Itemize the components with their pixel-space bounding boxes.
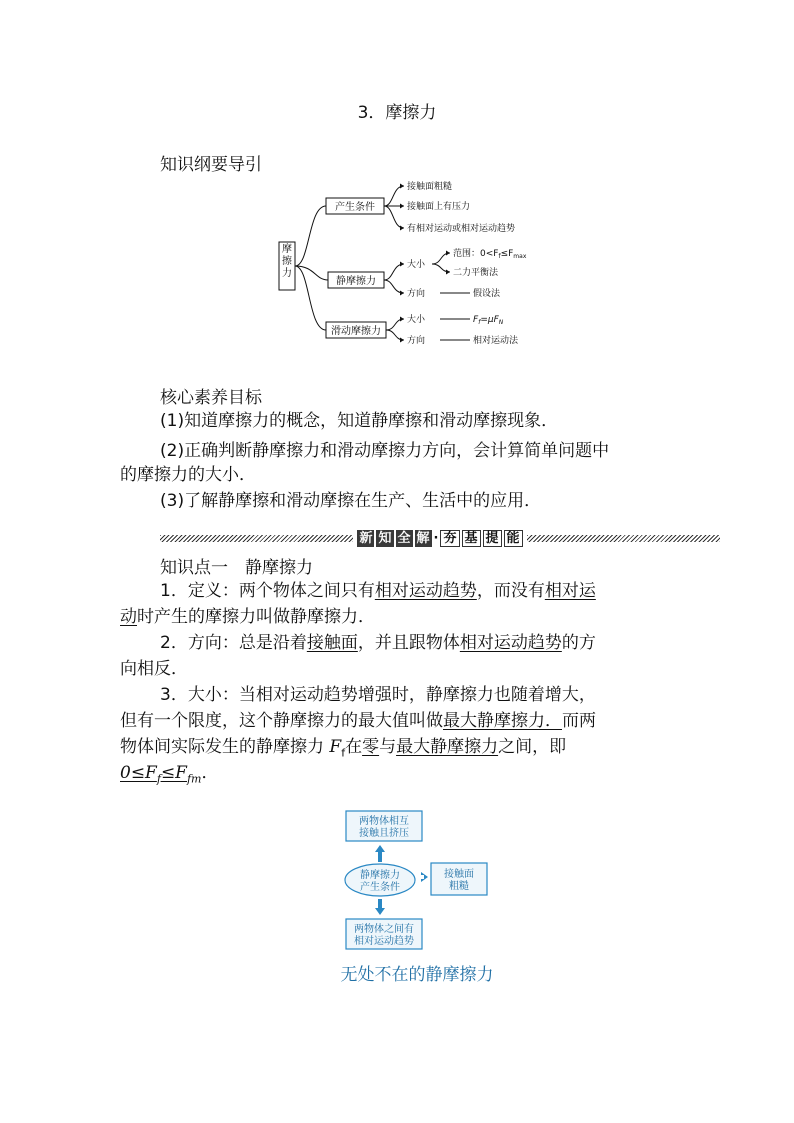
fig-bottom-2: 相对运动趋势	[354, 936, 414, 947]
fig-top-2: 接触且挤压	[359, 828, 409, 839]
fig-center-1: 静摩擦力	[360, 870, 400, 881]
fig-right-1: 接触面	[444, 869, 474, 880]
banner-hatch-right	[527, 535, 720, 542]
fig-center-2: 产生条件	[360, 882, 400, 893]
goals-heading: 核心素养目标	[160, 388, 262, 408]
kp1-definition: 1．定义：两个物体之间只有相对运动趋势，而没有相对运	[160, 581, 596, 601]
branch-condition: 产生条件	[335, 202, 375, 213]
goal-3: (3)了解静摩擦和滑动摩擦在生产、生活中的应用．	[160, 491, 542, 511]
branch-static: 静摩擦力	[336, 276, 376, 287]
root-char: 擦	[282, 256, 292, 267]
page-title: 3．摩擦力	[357, 103, 437, 123]
fig-bottom-1: 两物体之间有	[354, 924, 414, 935]
fig-top-1: 两物体相互	[359, 816, 409, 827]
cond-item: 接触面上有压力	[407, 202, 471, 212]
kp1-size-1: 3．大小：当相对运动趋势增强时，静摩擦力也随着增大，	[160, 685, 596, 705]
kp1-size-3: 物体间实际发生的静摩擦力 $F_f$在零与最大静摩擦力之间，即	[120, 737, 567, 760]
static-size: 大小	[407, 260, 426, 270]
kp1-definition-cont: 动时产生的摩擦力叫做静摩擦力．	[120, 607, 375, 627]
goal-1: (1)知道摩擦力的概念，知道静摩擦和滑动摩擦现象．	[160, 411, 559, 431]
sliding-size: 大小	[407, 315, 426, 325]
goal-2b: 的摩擦力的大小．	[120, 465, 256, 485]
root-char: 力	[282, 268, 292, 279]
kp1-heading: 知识点一 静摩擦力	[160, 558, 313, 578]
kp1-direction-cont: 向相反．	[120, 659, 188, 679]
banner-hatch-left	[160, 535, 353, 542]
kp1-direction: 2．方向：总是沿着接触面，并且跟物体相对运动趋势的方	[160, 633, 596, 653]
goal-2a: (2)正确判断静摩擦力和滑动摩擦力方向，会计算简单问题中	[160, 441, 610, 461]
figure-caption: 无处不在的静摩擦力	[340, 965, 494, 985]
static-balance: 二力平衡法	[453, 268, 499, 278]
outline-heading: 知识纲要导引	[160, 155, 262, 175]
outline-mindmap	[270, 176, 570, 356]
fig-right-2: 粗糙	[449, 881, 469, 892]
banner-label: 新 知 全 解 · 夯 基 提 能	[357, 530, 522, 547]
root-label	[282, 242, 292, 279]
root-char: 摩	[282, 244, 292, 255]
cond-item: 有相对运动或相对运动趋势	[407, 224, 516, 234]
static-dir: 方向	[407, 289, 426, 299]
kp1-inequality: $0\le F_f\le F_{fm}$．	[120, 763, 219, 786]
static-range: 范围：$0<F_f\le F_{max}$	[453, 249, 527, 260]
kp1-size-2: 但有一个限度，这个静摩擦力的最大值叫做最大静摩擦力．而两	[120, 711, 596, 731]
cond-item: 接触面粗糙	[407, 182, 453, 192]
sliding-dir: 方向	[407, 336, 426, 346]
sliding-formula: $F_f=\mu F_N$	[473, 315, 504, 326]
static-dir-method: 假设法	[473, 289, 501, 299]
branch-sliding: 滑动摩擦力	[331, 326, 381, 337]
section-banner	[160, 528, 720, 548]
friction-figure	[338, 805, 498, 953]
sliding-dir-method: 相对运动法	[473, 336, 519, 346]
